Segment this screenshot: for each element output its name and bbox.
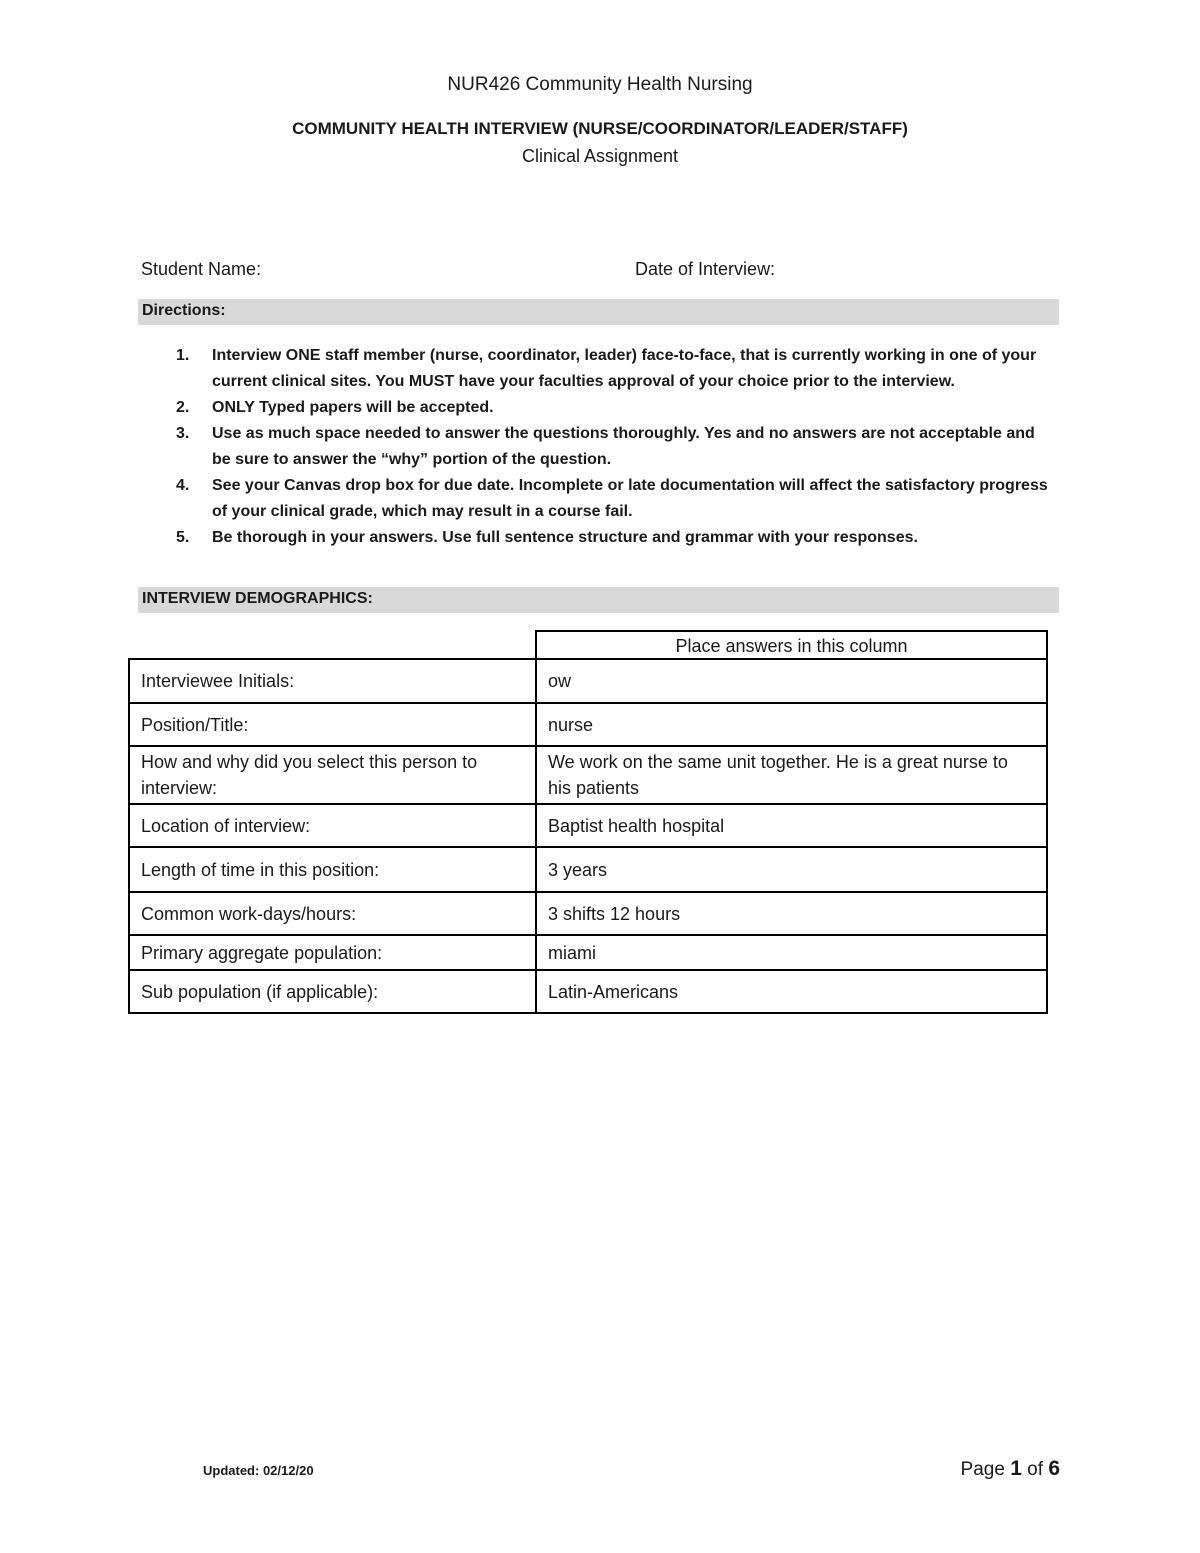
direction-number: 3. — [176, 425, 190, 442]
question-cell: How and why did you select this person to interview: — [129, 746, 536, 804]
page-current: 1 — [1010, 1457, 1022, 1480]
answer-cell: Latin-Americans — [536, 970, 1047, 1013]
answer-cell: We work on the same unit together. He is a great nurse to his patients — [536, 746, 1047, 804]
answer-cell: 3 shifts 12 hours — [536, 892, 1047, 935]
directions-heading: Directions: — [142, 302, 226, 319]
table-row — [129, 935, 1047, 970]
answer-cell: nurse — [536, 703, 1047, 746]
direction-item — [170, 421, 1050, 473]
direction-text: See your Canvas drop box for due date. Incomplete or late documentation will affect the satisfactory progress of your clinical grade, which may result in a course fail. — [212, 477, 1048, 520]
question-cell: Common work-days/hours: — [129, 892, 536, 935]
direction-number: 2. — [176, 399, 190, 416]
page-number — [961, 1457, 1060, 1481]
course-name: NUR426 Community Health Nursing — [447, 74, 753, 95]
table-row — [129, 847, 1047, 892]
of-word: of — [1027, 1459, 1044, 1480]
document-subtitle: Clinical Assignment — [521, 146, 679, 166]
page-total: 6 — [1048, 1457, 1060, 1480]
question-cell: Sub population (if applicable): — [129, 970, 536, 1013]
answer-cell: 3 years — [536, 847, 1047, 892]
direction-number: 5. — [176, 529, 190, 546]
date-of-interview-label: Date of Interview: — [635, 259, 776, 279]
demographics-section-header — [138, 587, 1059, 613]
direction-text: Interview ONE staff member (nurse, coordinator, leader) face-to-face, that is currently working in one of your current clinical sites. You MUST have your faculties approval of your choice prior to the interview. — [212, 347, 1037, 390]
direction-number: 1. — [176, 347, 190, 364]
answer-cell: Baptist health hospital — [536, 804, 1047, 847]
table-row — [129, 746, 1047, 804]
direction-item — [170, 525, 1050, 551]
table-row — [129, 970, 1047, 1013]
demographics-heading: INTERVIEW DEMOGRAPHICS: — [142, 590, 373, 607]
answer-cell: miami — [536, 935, 1047, 970]
table-row — [129, 659, 1047, 703]
direction-item — [170, 343, 1050, 395]
student-name-label: Student Name: — [141, 259, 262, 279]
updated-date: Updated: 02/12/20 — [203, 1463, 314, 1478]
direction-number: 4. — [176, 477, 190, 494]
answer-column-header: Place answers in this column — [535, 630, 1048, 660]
directions-list — [170, 343, 1050, 551]
direction-item — [170, 395, 1050, 421]
question-cell: Position/Title: — [129, 703, 536, 746]
question-cell: Length of time in this position: — [129, 847, 536, 892]
question-cell: Location of interview: — [129, 804, 536, 847]
document-title: COMMUNITY HEALTH INTERVIEW (NURSE/COORDINATOR/LEADER/STAFF) — [292, 119, 908, 138]
direction-item — [170, 473, 1050, 525]
demographics-table — [128, 658, 1048, 1014]
table-row — [129, 804, 1047, 847]
page-word: Page — [960, 1459, 1005, 1480]
answer-cell: ow — [536, 659, 1047, 703]
table-row — [129, 892, 1047, 935]
table-row — [129, 703, 1047, 746]
direction-text: Use as much space needed to answer the questions thoroughly. Yes and no answers are not acceptable and be sure to answer the “why” portion of the question. — [212, 425, 1035, 468]
direction-text: ONLY Typed papers will be accepted. — [212, 399, 494, 416]
question-cell: Primary aggregate population: — [129, 935, 536, 970]
question-cell: Interviewee Initials: — [129, 659, 536, 703]
directions-section-header — [138, 299, 1059, 325]
direction-text: Be thorough in your answers. Use full sentence structure and grammar with your responses. — [212, 529, 918, 546]
